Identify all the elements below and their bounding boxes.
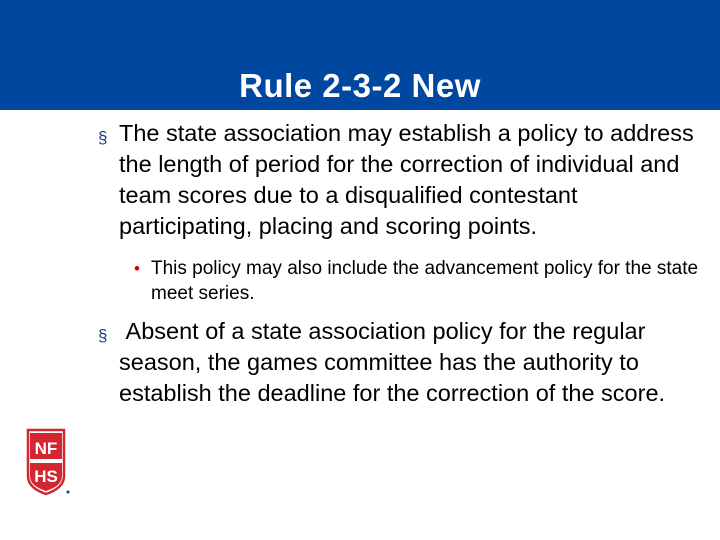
square-bullet-icon: § [98, 326, 108, 345]
dot-bullet-icon: • [134, 259, 140, 278]
sub-bullet-text: This policy may also include the advancement policy for the state meet series. [151, 258, 699, 304]
svg-text:NF: NF [34, 439, 58, 458]
bullet-text: The state association may establish a policy to address the length of period for the correction of individual and team scores due to a disqualified contestant participating, placing and scoring points. [119, 120, 694, 239]
slide-body [0, 118, 700, 423]
bullet-item [0, 316, 700, 409]
nfhs-logo-icon [24, 428, 72, 496]
bullet-item [0, 118, 700, 242]
slide-title: Rule 2-3-2 New [239, 67, 481, 104]
title-bar [0, 0, 720, 110]
svg-text:HS: HS [34, 467, 58, 486]
bullet-text: Absent of a state association policy for the regular season, the games committee has the authority to establish the deadline for the correction of the score. [119, 318, 666, 406]
sub-bullet-item [0, 256, 700, 306]
square-bullet-icon: § [98, 128, 108, 147]
